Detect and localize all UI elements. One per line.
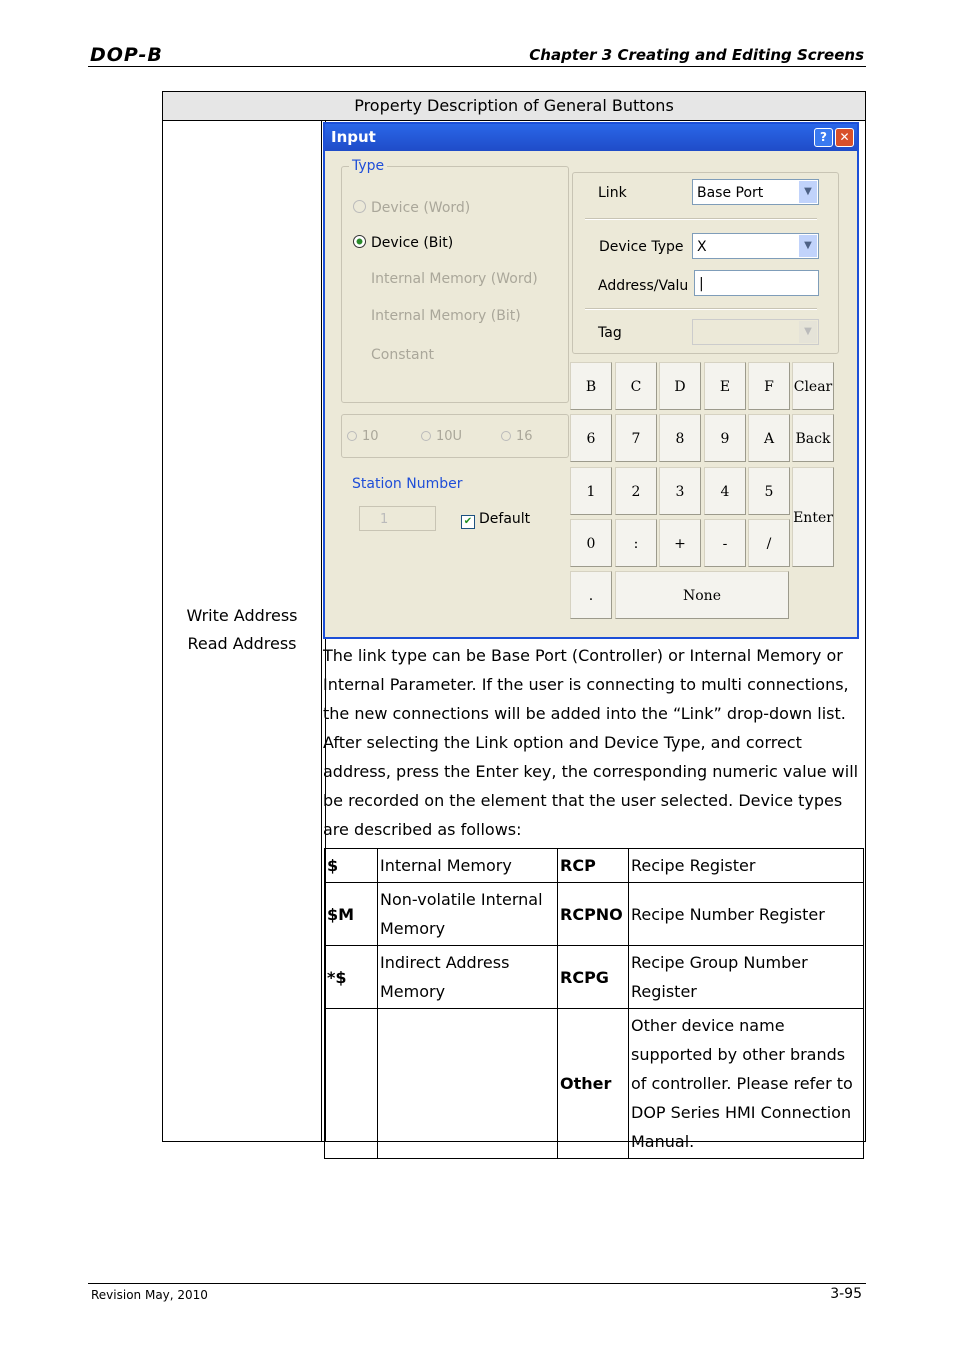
key-4[interactable]: 4 bbox=[704, 467, 746, 515]
radio-icon bbox=[353, 200, 366, 213]
radio-label: Constant bbox=[371, 347, 434, 363]
station-number-spinner[interactable]: 1 bbox=[359, 506, 436, 531]
device-code: RCPNO bbox=[558, 883, 629, 946]
help-icon[interactable]: ? bbox=[814, 128, 833, 147]
read-address-label: Read Address bbox=[187, 634, 297, 653]
description-line: address, press the Enter key, the corresponding numeric value will bbox=[323, 762, 859, 781]
key-8[interactable]: 8 bbox=[659, 414, 701, 462]
default-checkbox[interactable] bbox=[461, 511, 530, 529]
radio-internal-memory-word[interactable] bbox=[353, 271, 538, 287]
chapter-title: Chapter 3 Creating and Editing Screens bbox=[529, 46, 864, 64]
device-type-label: Device Type bbox=[599, 239, 684, 255]
description-line: Internal Parameter. If the user is connecting to multi connections, bbox=[323, 675, 849, 694]
check-icon: ✔ bbox=[461, 515, 475, 529]
close-icon[interactable]: ✕ bbox=[835, 128, 854, 147]
device-description: Non-volatile Internal Memory bbox=[378, 883, 558, 946]
property-name-cell bbox=[163, 602, 321, 658]
address-label: Address/Valu bbox=[598, 278, 689, 294]
radio-label: Device (Word) bbox=[371, 200, 471, 216]
key-b[interactable]: B bbox=[570, 362, 612, 410]
key-6[interactable]: 6 bbox=[570, 414, 612, 462]
table-title: Property Description of General Buttons bbox=[163, 92, 865, 121]
key-colon[interactable]: : bbox=[615, 519, 657, 567]
input-dialog bbox=[323, 122, 859, 639]
default-label: Default bbox=[479, 511, 531, 527]
key-7[interactable]: 7 bbox=[615, 414, 657, 462]
device-code: $ bbox=[325, 849, 378, 883]
device-description: Internal Memory bbox=[378, 849, 558, 883]
dialog-titlebar bbox=[325, 124, 857, 151]
key-f[interactable]: F bbox=[748, 362, 790, 410]
radix-label: 10U bbox=[436, 429, 463, 444]
divider bbox=[585, 218, 817, 220]
key-9[interactable]: 9 bbox=[704, 414, 746, 462]
key-c[interactable]: C bbox=[615, 362, 657, 410]
device-description: Recipe Number Register bbox=[629, 883, 864, 946]
key-none[interactable]: None bbox=[615, 571, 789, 619]
description-paragraph bbox=[323, 641, 864, 844]
key-slash[interactable]: / bbox=[748, 519, 790, 567]
description-line: After selecting the Link option and Device Type, and correct bbox=[323, 733, 802, 752]
write-address-label: Write Address bbox=[186, 606, 298, 625]
device-description: Other device name supported by other brands of controller. Please refer to DOP Series HMI Connection Manual. bbox=[629, 1009, 864, 1159]
key-a[interactable]: A bbox=[748, 414, 790, 462]
device-code: RCPG bbox=[558, 946, 629, 1009]
device-description bbox=[378, 1009, 558, 1159]
radio-label: Internal Memory (Bit) bbox=[371, 308, 521, 324]
description-line: The link type can be Base Port (Controller) or Internal Memory or bbox=[323, 646, 843, 665]
key-minus[interactable]: - bbox=[704, 519, 746, 567]
device-code: Other bbox=[558, 1009, 629, 1159]
table-row bbox=[325, 883, 864, 946]
chevron-down-icon: ▼ bbox=[799, 181, 817, 203]
radio-device-word[interactable] bbox=[353, 200, 470, 216]
footer-divider bbox=[88, 1283, 866, 1284]
radio-constant[interactable] bbox=[353, 347, 434, 363]
device-types-table bbox=[324, 848, 864, 1159]
radio-radix-10u[interactable] bbox=[421, 429, 462, 444]
key-3[interactable]: 3 bbox=[659, 467, 701, 515]
key-e[interactable]: E bbox=[704, 362, 746, 410]
device-code: RCP bbox=[558, 849, 629, 883]
device-description: Recipe Group Number Register bbox=[629, 946, 864, 1009]
link-select[interactable] bbox=[692, 179, 819, 205]
key-2[interactable]: 2 bbox=[615, 467, 657, 515]
key-5[interactable]: 5 bbox=[748, 467, 790, 515]
key-dot[interactable]: . bbox=[570, 571, 612, 619]
radio-icon bbox=[421, 431, 431, 441]
tag-select[interactable] bbox=[692, 319, 819, 345]
radio-icon bbox=[501, 431, 511, 441]
radio-radix-16[interactable] bbox=[501, 429, 533, 444]
description-line: are described as follows: bbox=[323, 820, 522, 839]
device-description: Indirect Address Memory bbox=[378, 946, 558, 1009]
device-code: *$ bbox=[325, 946, 378, 1009]
description-line: be recorded on the element that the user selected. Device types bbox=[323, 791, 843, 810]
link-value: Base Port bbox=[697, 185, 764, 201]
dialog-title: Input bbox=[331, 128, 376, 146]
brand-logo: DOP-B bbox=[90, 44, 163, 66]
key-back[interactable]: Back bbox=[792, 414, 834, 462]
key-0[interactable]: 0 bbox=[570, 519, 612, 567]
tag-label: Tag bbox=[598, 325, 622, 341]
device-type-select[interactable] bbox=[692, 233, 819, 259]
table-row bbox=[325, 946, 864, 1009]
radix-label: 10 bbox=[362, 429, 379, 444]
address-input[interactable] bbox=[694, 270, 819, 296]
radio-label: Device (Bit) bbox=[371, 235, 454, 251]
radio-internal-memory-bit[interactable] bbox=[353, 308, 521, 324]
radix-label: 16 bbox=[516, 429, 533, 444]
table-row bbox=[325, 849, 864, 883]
radio-radix-10[interactable] bbox=[347, 429, 379, 444]
table-row bbox=[325, 1009, 864, 1159]
chevron-down-icon: ▼ bbox=[799, 321, 817, 343]
type-group-label: Type bbox=[349, 158, 387, 174]
key-1[interactable]: 1 bbox=[570, 467, 612, 515]
page-number: 3-95 bbox=[830, 1286, 862, 1302]
revision-date: Revision May, 2010 bbox=[91, 1288, 208, 1302]
description-line: the new connections will be added into the “Link” drop-down list. bbox=[323, 704, 846, 723]
device-code bbox=[325, 1009, 378, 1159]
key-d[interactable]: D bbox=[659, 362, 701, 410]
device-code: $M bbox=[325, 883, 378, 946]
address-value: | bbox=[699, 276, 704, 292]
divider bbox=[585, 308, 817, 310]
key-enter[interactable]: Enter bbox=[792, 467, 834, 567]
key-clear[interactable]: Clear bbox=[792, 362, 834, 410]
radio-selected-icon bbox=[353, 235, 366, 248]
link-label: Link bbox=[598, 185, 627, 201]
radio-icon bbox=[347, 431, 357, 441]
page-header bbox=[88, 40, 866, 67]
station-number-label: Station Number bbox=[352, 476, 463, 492]
radio-device-bit[interactable] bbox=[353, 235, 453, 251]
device-description: Recipe Register bbox=[629, 849, 864, 883]
chevron-down-icon: ▼ bbox=[799, 235, 817, 257]
radio-label: Internal Memory (Word) bbox=[371, 271, 538, 287]
key-plus[interactable]: + bbox=[659, 519, 701, 567]
device-type-value: X bbox=[697, 239, 707, 255]
